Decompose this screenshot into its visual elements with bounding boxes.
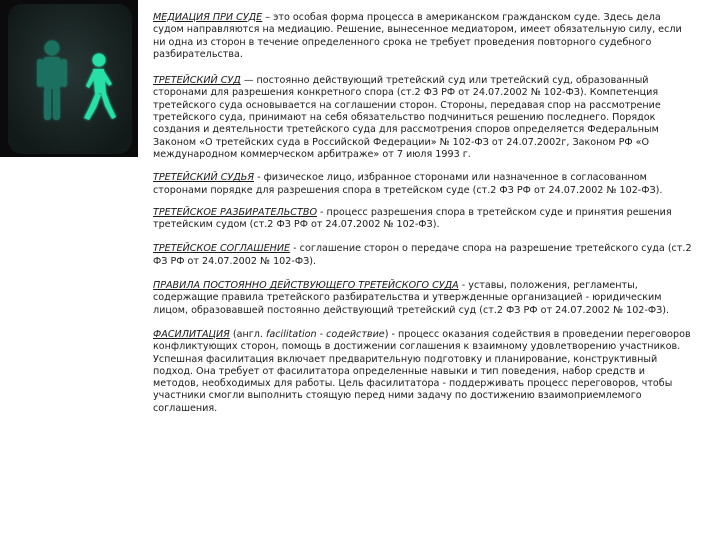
glossary-entry [153,243,693,268]
signal-lens [8,4,132,154]
glossary-entry [153,12,693,61]
glossary-entry [153,75,693,161]
glossary-entry [153,207,693,232]
glossary-term: МЕДИАЦИЯ ПРИ СУДЕ [153,12,263,23]
glossary-term: ТРЕТЕЙСКОЕ СОГЛАШЕНИЕ [153,243,291,255]
glossary-definition: - соглашение сторон о передаче спора на разрешение третейского суда (ст.2 ФЗ РФ от 24.07.2002 № 102-ФЗ). [153,243,692,267]
glossary-term: ПРАВИЛА ПОСТОЯННО ДЕЙСТВУЮЩЕГО ТРЕТЕЙСКОГО СУДА [153,280,459,292]
glossary [153,12,693,429]
glossary-prefix: (англ. [229,328,267,340]
glossary-foreign-term: facilitation - содействие [266,328,385,340]
pedestrian-traffic-light-icon [0,0,138,157]
glossary-entry [153,172,693,197]
glossary-definition: – это особая форма процесса в американском гражданском суде. Здесь дела судом направляются на медиацию. Решение, вынесенное медиатором, имеет обязательную силу, если ни одна из сторон в течение определенного срока не требует проведения повторного судебного разбирательства. [153,12,682,60]
glossary-term: ФАСИЛИТАЦИЯ [153,328,230,340]
glossary-entry [153,329,693,415]
glossary-term: ТРЕТЕЙСКОЕ РАЗБИРАТЕЛЬСТВО [153,206,317,218]
glossary-term: ТРЕТЕЙСКИЙ СУД [153,75,241,87]
glossary-definition: - процесс разрешения спора в третейском суде и принятия решения третейским судом (ст.2 ФЗ РФ от 24.07.2002 № 102-ФЗ). [153,206,672,231]
glossary-definition: — постоянно действующий третейский суд или третейский суд, образованный сторонами для разрешения конкретного спора (ст.2 ФЗ РФ от 24.07.2002 № 102-ФЗ). Компетенция третейского суда основывается на соглашении сторон. Стороны, передавая спор на рассмотрение третейского суда, принимают на себя обязательство подчиниться решению последнего. Порядок создания и деятельности третейского суда для рассмотрения споров определяется Федеральным Законом «О третейских суда в Российской Федерации» № 102-ФЗ от 24.07.2002г, Законом РФ «О международном коммерческом арбитраже» от 7 июля 1993 г. [153,75,661,160]
glossary-definition: ) - процесс оказания содействия в проведении переговоров конфликтующих сторон, помощь в достижении соглашения к взаимному удовлетворению участников. Успешная фасилитация включает предварительную подготовку и планирование, конструктивный подход. Она требует от фасилитатора определенные навыки и тип поведения, набор средств и методов, необходимых для работы. Цель фасилитатора - поддерживать процесс переговоров, чтобы участники смогли выполнить стоящую перед ними задачу по достижению взаимоприемлемого соглашения. [153,328,691,414]
glossary-term: ТРЕТЕЙСКИЙ СУДЬЯ [153,172,255,184]
glossary-definition: - уставы, положения, регламенты, содержащие правила третейского разбирательства и утвержденные организацией - юридическим лицом, образовавшей постоянно действующий третейский суд (ст.2 ФЗ РФ от 24.07.2002 № 102-ФЗ). [153,280,670,316]
glossary-definition: - физическое лицо, избранное сторонами или назначенное в согласованном сторонами порядке для разрешения спора в третейском суде (ст.2 ФЗ РФ от 24.07.2002 № 102-ФЗ). [153,172,663,196]
pedestrian-traffic-light-image [0,0,138,157]
glossary-entry [153,280,693,317]
